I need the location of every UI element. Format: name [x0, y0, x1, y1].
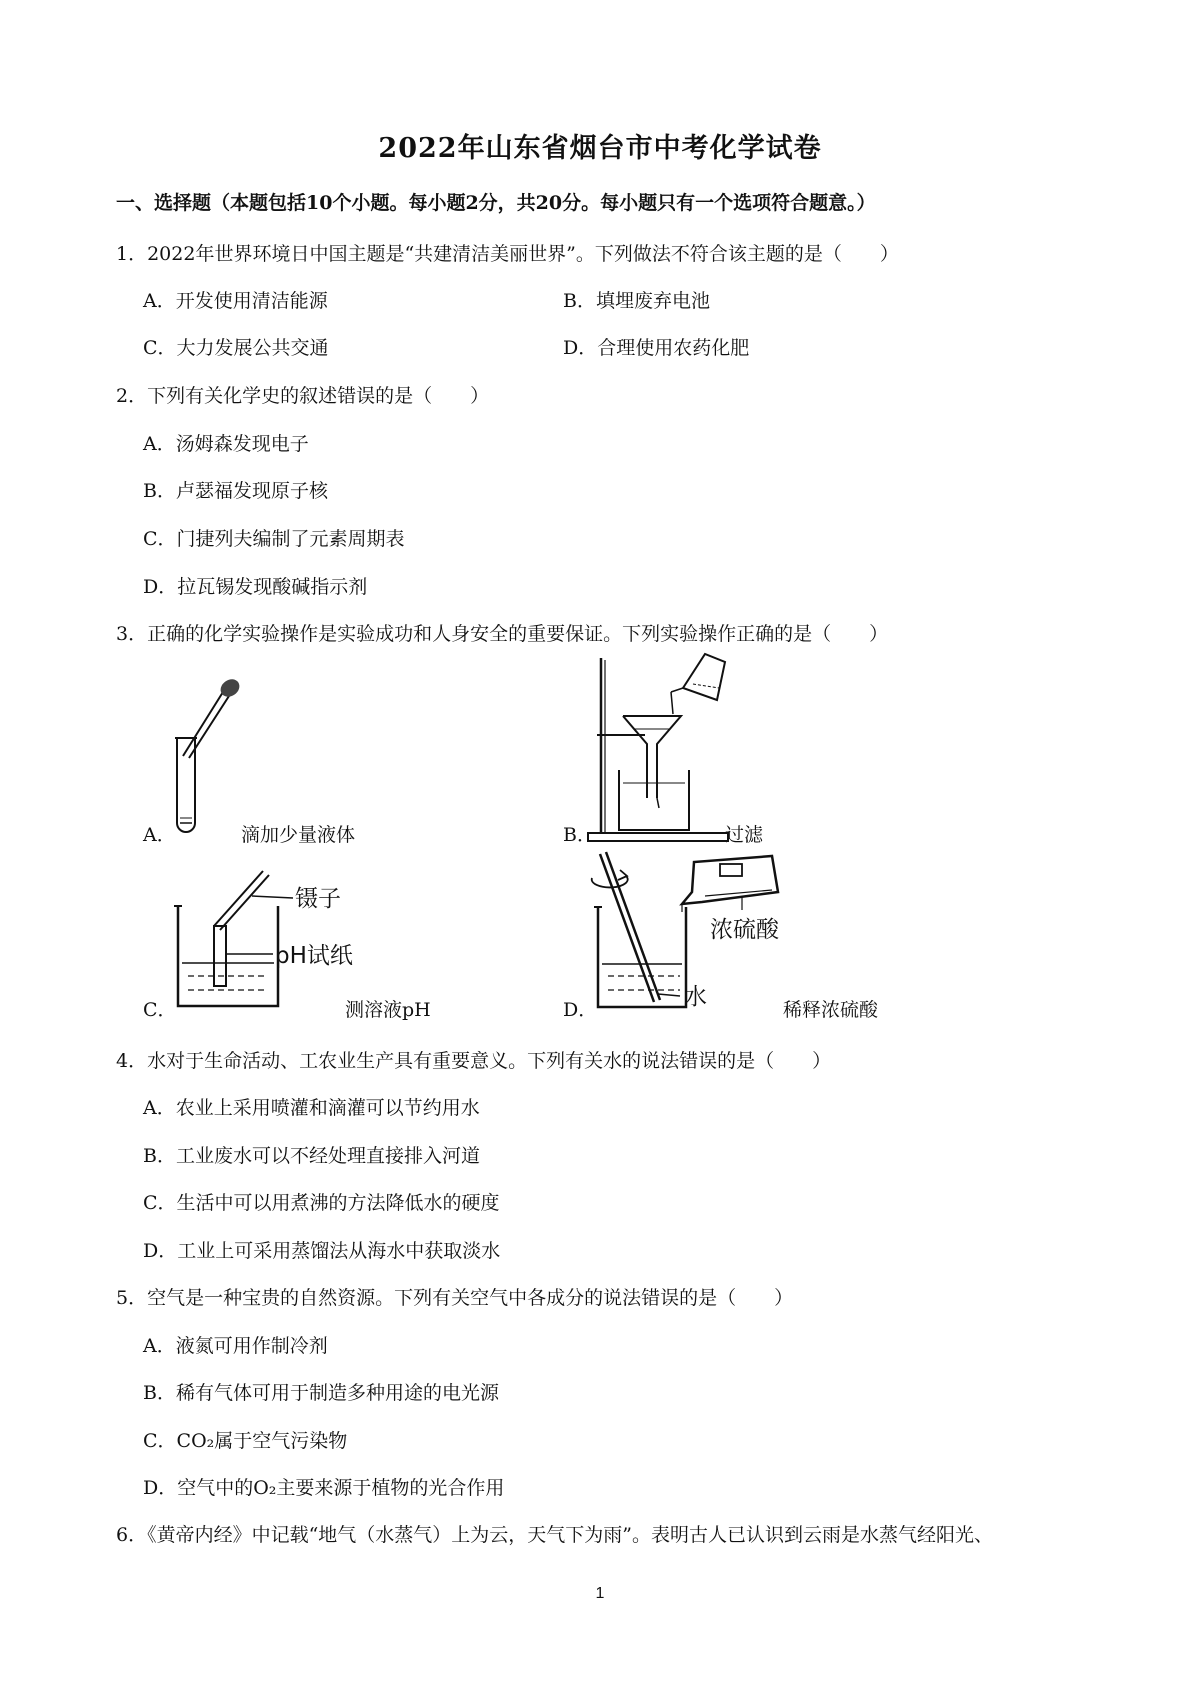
section-heading: 一、选择题（本题包括10个小题。每小题2分，共20分。每小题只有一个选项符合题意。）	[116, 192, 876, 214]
ph-test-figure	[168, 868, 368, 1013]
q3-option-c-letter: C．	[143, 999, 177, 1021]
q4-option-b: B．工业废水可以不经处理直接排入河道	[143, 1145, 480, 1167]
q4-option-d: D．工业上可采用蒸馏法从海水中获取淡水	[143, 1240, 501, 1262]
q3-option-b-caption: 过滤	[725, 824, 764, 846]
page-title: 2022年山东省烟台市中考化学试卷	[378, 133, 822, 164]
q2-option-b: B．卢瑟福发现原子核	[143, 480, 328, 502]
q5-option-c: C．CO₂属于空气污染物	[143, 1430, 348, 1452]
dropper-test-tube-figure	[165, 678, 255, 838]
q2-option-c: C．门捷列夫编制了元素周期表	[143, 528, 405, 550]
q3-option-a-letter: A．	[143, 824, 176, 846]
q1-option-b: B．填埋废弃电池	[563, 290, 710, 312]
question-1-stem: 1．2022年世界环境日中国主题是“共建清洁美丽世界”。下列做法不符合该主题的是（ ）	[116, 243, 899, 265]
q5-option-d: D．空气中的O₂主要来源于植物的光合作用	[143, 1477, 505, 1499]
q1-option-a: A．开发使用清洁能源	[143, 290, 328, 312]
question-3-stem: 3．正确的化学实验操作是实验成功和人身安全的重要保证。下列实验操作正确的是（ ）	[116, 623, 889, 645]
q2-option-d: D．拉瓦锡发现酸碱指示剂	[143, 576, 368, 598]
question-5-stem: 5．空气是一种宝贵的自然资源。下列有关空气中各成分的说法错误的是（ ）	[116, 1287, 794, 1309]
q4-option-c: C．生活中可以用煮沸的方法降低水的硬度	[143, 1192, 500, 1214]
question-4-stem: 4．水对于生命活动、工农业生产具有重要意义。下列有关水的说法错误的是（ ）	[116, 1050, 832, 1072]
dilute-acid-figure	[590, 852, 790, 1012]
q5-option-a: A．液氮可用作制冷剂	[143, 1335, 328, 1357]
q3-option-d-letter: D．	[563, 999, 598, 1021]
q4-option-a: A．农业上采用喷灌和滴灌可以节约用水	[143, 1097, 480, 1119]
q3-option-a-caption: 滴加少量液体	[241, 824, 356, 846]
question-6-stem: 6．《黄帝内经》中记载“地气（水蒸气）上为云，天气下为雨”。表明古人已认识到云雨是水蒸气经阳光、	[116, 1524, 994, 1546]
question-2-stem: 2．下列有关化学史的叙述错误的是（ ）	[116, 385, 490, 407]
filtration-figure	[585, 648, 735, 843]
page-number: 1	[595, 1585, 605, 1602]
q3-option-b-letter: B．	[563, 824, 596, 846]
q1-option-d: D．合理使用农药化肥	[563, 337, 750, 359]
ph-paper-label: pH试纸	[275, 943, 353, 969]
tweezers-label: 镊子	[295, 886, 341, 912]
q5-option-b: B．稀有气体可用于制造多种用途的电光源	[143, 1382, 499, 1404]
q3-option-d-caption: 稀释浓硫酸	[783, 999, 879, 1021]
water-label: 水	[684, 984, 707, 1010]
q1-option-c: C．大力发展公共交通	[143, 337, 329, 359]
concentrated-acid-label: 浓硫酸	[710, 917, 779, 943]
q2-option-a: A．汤姆森发现电子	[143, 433, 309, 455]
q3-option-c-caption: 测溶液pH	[345, 999, 431, 1021]
